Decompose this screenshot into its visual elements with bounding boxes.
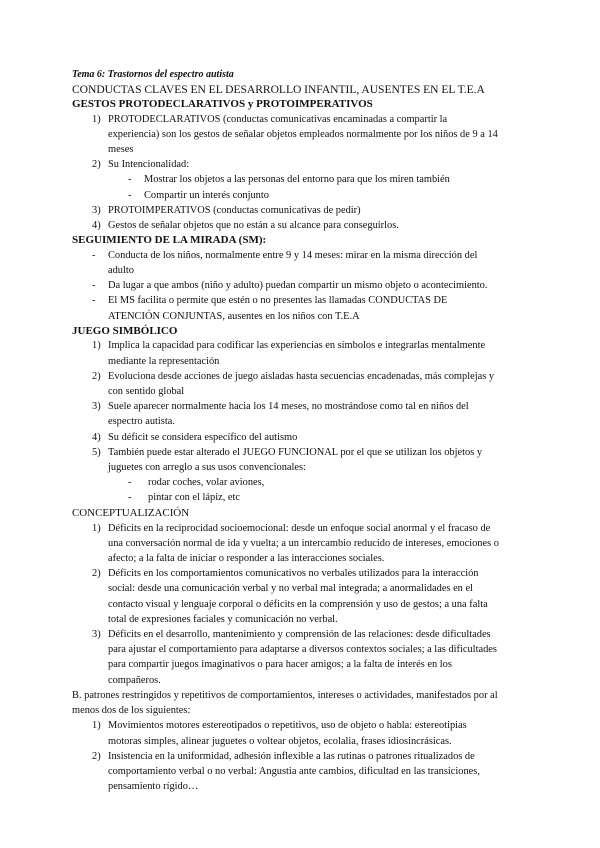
list-item bbox=[72, 338, 534, 353]
list-item-text: social: desde una comunicación verbal y no verbal mal integrada; a anormalidades en el bbox=[108, 583, 473, 595]
list-item-continuation bbox=[72, 354, 534, 369]
list-item-text: ATENCIÓN CONJUNTAS, ausentes en los niños con T.E.A bbox=[108, 310, 360, 322]
list-marker: 1) bbox=[92, 340, 101, 352]
list-item-continuation bbox=[72, 551, 534, 566]
list-item bbox=[72, 749, 534, 764]
list-item bbox=[72, 218, 534, 233]
heading-juego: JUEGO SIMBÓLICO bbox=[72, 324, 178, 337]
list-item-continuation bbox=[72, 597, 534, 612]
list-marker: 1) bbox=[92, 522, 101, 534]
list-item bbox=[72, 430, 534, 445]
list-item-text: Déficits en el desarrollo, mantenimiento y comprensión de las relaciones: desde dificultades bbox=[108, 629, 491, 641]
list-item bbox=[72, 399, 534, 414]
list-item bbox=[72, 566, 534, 581]
list-item bbox=[72, 112, 534, 127]
list-item-continuation bbox=[72, 734, 534, 749]
list-marker: - bbox=[128, 492, 132, 504]
list-marker: - bbox=[128, 477, 132, 489]
list-marker: 2) bbox=[92, 750, 101, 762]
list-item bbox=[72, 445, 534, 460]
list-item-continuation bbox=[72, 673, 534, 688]
list-item-text: pensamiento rígido… bbox=[108, 781, 199, 793]
list-item bbox=[72, 521, 534, 536]
list-item bbox=[72, 490, 534, 505]
list-item-text: experiencia) son los gestos de señalar objetos empleados normalmente por los niños de 9 a 14 bbox=[108, 128, 498, 140]
list-item bbox=[72, 203, 534, 218]
list-item-text: rodar coches, volar aviones, bbox=[148, 477, 265, 489]
list-marker: 1) bbox=[92, 720, 101, 732]
list-item-text: Movimientos motores estereotipados o repetitivos, uso de objeto o habla: estereotipias bbox=[108, 720, 467, 732]
list-juego bbox=[72, 338, 534, 505]
list-item-text: espectro autista. bbox=[108, 416, 175, 428]
list-item-text: Mostrar los objetos a las personas del entorno para que los miren también bbox=[144, 174, 450, 186]
list-item-continuation bbox=[72, 612, 534, 627]
list-item-continuation bbox=[72, 642, 534, 657]
list-item bbox=[72, 475, 534, 490]
list-marker: 2) bbox=[92, 370, 101, 382]
list-item-continuation bbox=[72, 764, 534, 779]
document-page bbox=[72, 66, 534, 794]
list-marker: 4) bbox=[92, 431, 101, 443]
list-item-text: comportamiento verbal o no verbal: Angustia ante cambios, dificultad en las transiciones, bbox=[108, 765, 480, 777]
list-item-continuation bbox=[72, 657, 534, 672]
list-item bbox=[72, 369, 534, 384]
list-item-continuation bbox=[72, 127, 534, 142]
list-item bbox=[72, 188, 534, 203]
list-item bbox=[72, 278, 534, 293]
list-item-text: adulto bbox=[108, 265, 134, 277]
document-subtitle: CONDUCTAS CLAVES EN EL DESARROLLO INFANTIL, AUSENTES EN EL T.E.A bbox=[72, 83, 485, 96]
list-item-text: motoras simples, alinear juguetes o voltear objetos, ecolalia, frases idiosincrásicas. bbox=[108, 735, 452, 747]
list-marker: 5) bbox=[92, 446, 101, 458]
list-item-text: También puede estar alterado el JUEGO FUNCIONAL por el que se utilizan los objetos y bbox=[108, 446, 483, 458]
list-item bbox=[72, 157, 534, 172]
list-item-text: PROTOIMPERATIVOS (conductas comunicativas de pedir) bbox=[108, 204, 361, 216]
list-marker: 2) bbox=[92, 159, 101, 171]
list-b bbox=[72, 718, 534, 794]
list-marker: 4) bbox=[92, 220, 101, 232]
list-item bbox=[72, 627, 534, 642]
list-item-continuation bbox=[72, 460, 534, 475]
list-item-text: juguetes con arreglo a sus usos convencionales: bbox=[108, 462, 306, 474]
list-marker: 3) bbox=[92, 204, 101, 216]
list-item-text: una conversación normal de ida y vuelta; a un intercambio reducido de intereses, emociones o bbox=[108, 537, 499, 549]
list-marker: 2) bbox=[92, 568, 101, 580]
list-item-text: mediante la representación bbox=[108, 355, 220, 367]
list-item-text: para ajustar el comportamiento para adaptarse a diversos contextos sociales; a las dificultades bbox=[108, 644, 497, 656]
list-item-continuation bbox=[72, 779, 534, 794]
list-marker: - bbox=[92, 280, 96, 292]
list-item-text: El MS facilita o permite que estén o no presentes las llamadas CONDUCTAS DE bbox=[108, 295, 448, 307]
list-item-text: contacto visual y lenguaje corporal o déficits en la comprensión y uso de gestos; a una falta bbox=[108, 598, 488, 610]
list-item-text: Su Intencionalidad: bbox=[108, 159, 190, 171]
heading-mirada: SEGUIMIENTO DE LA MIRADA (SM): bbox=[72, 234, 267, 247]
list-item-continuation bbox=[72, 414, 534, 429]
list-item-text: Déficits en la reciprocidad socioemocional: desde un enfoque social anormal y el fracaso de bbox=[108, 522, 491, 534]
list-item-text: Insistencia en la uniformidad, adhesión inflexible a las rutinas o patrones ritualizados de bbox=[108, 750, 475, 762]
list-marker: - bbox=[128, 189, 132, 201]
list-marker: - bbox=[92, 295, 96, 307]
list-item-text: con sentido global bbox=[108, 386, 185, 398]
list-item bbox=[72, 718, 534, 733]
list-item-text: Gestos de señalar objetos que no están a su alcance para conseguirlos. bbox=[108, 220, 399, 232]
list-item bbox=[72, 172, 534, 187]
document-title: Tema 6: Trastornos del espectro autista bbox=[72, 69, 234, 80]
list-marker: 3) bbox=[92, 629, 101, 641]
list-item-text: meses bbox=[108, 144, 134, 155]
paragraph-line: menos dos de los siguientes: bbox=[72, 705, 191, 717]
intro-b bbox=[72, 688, 534, 718]
list-item-text: total de expresiones faciales y comunicación no verbal. bbox=[108, 613, 338, 625]
heading-gestos: GESTOS PROTODECLARATIVOS y PROTOIMPERATIVOS bbox=[72, 98, 373, 110]
list-item-text: Implica la capacidad para codificar las experiencias en símbolos e integrarlas mentalmente bbox=[108, 340, 486, 352]
list-item-text: Evoluciona desde acciones de juego aisladas hasta secuencias encadenadas, más complejas y bbox=[108, 370, 495, 382]
paragraph-line: B. patrones restringidos y repetitivos de comportamientos, intereses o actividades, manifestados por al bbox=[72, 689, 498, 701]
list-item-text: Da lugar a que ambos (niño y adulto) puedan compartir un mismo objeto o acontecimiento. bbox=[108, 280, 488, 292]
list-item-text: Conducta de los niños, normalmente entre 9 y 14 meses: mirar en la misma dirección del bbox=[108, 249, 478, 261]
list-item bbox=[72, 248, 534, 263]
list-item-continuation bbox=[72, 309, 534, 324]
list-item-text: para compartir juegos imaginativos o para hacer amigos; a la falta de interés en los bbox=[108, 659, 452, 671]
list-item-text: Déficits en los comportamientos comunicativos no verbales utilizados para la interacción bbox=[108, 568, 479, 580]
list-item-text: Suele aparecer normalmente hacia los 14 meses, no mostrándose como tal en niños del bbox=[108, 401, 469, 413]
list-marker: - bbox=[128, 174, 132, 186]
list-marker: 3) bbox=[92, 401, 101, 413]
list-conceptualizacion bbox=[72, 521, 534, 688]
list-marker: 1) bbox=[92, 113, 101, 125]
list-gestos bbox=[72, 112, 534, 234]
list-mirada bbox=[72, 248, 534, 324]
heading-conceptualizacion: CONCEPTUALIZACIÓN bbox=[72, 506, 190, 519]
list-item-continuation bbox=[72, 263, 534, 278]
list-item-text: pintar con el lápiz, etc bbox=[148, 492, 241, 504]
list-item-continuation bbox=[72, 536, 534, 551]
list-item-text: Compartir un interés conjunto bbox=[144, 189, 269, 201]
list-marker: - bbox=[92, 249, 96, 261]
list-item-continuation bbox=[72, 142, 534, 157]
list-item bbox=[72, 293, 534, 308]
list-item-text: PROTODECLARATIVOS (conductas comunicativas encaminadas a compartir la bbox=[108, 113, 448, 125]
list-item-text: afecto; a la falta de iniciar o responder a las interacciones sociales. bbox=[108, 553, 385, 565]
list-item-continuation bbox=[72, 581, 534, 596]
list-item-continuation bbox=[72, 384, 534, 399]
list-item-text: compañeros. bbox=[108, 674, 161, 686]
list-item-text: Su déficit se considera específico del autismo bbox=[108, 431, 298, 443]
